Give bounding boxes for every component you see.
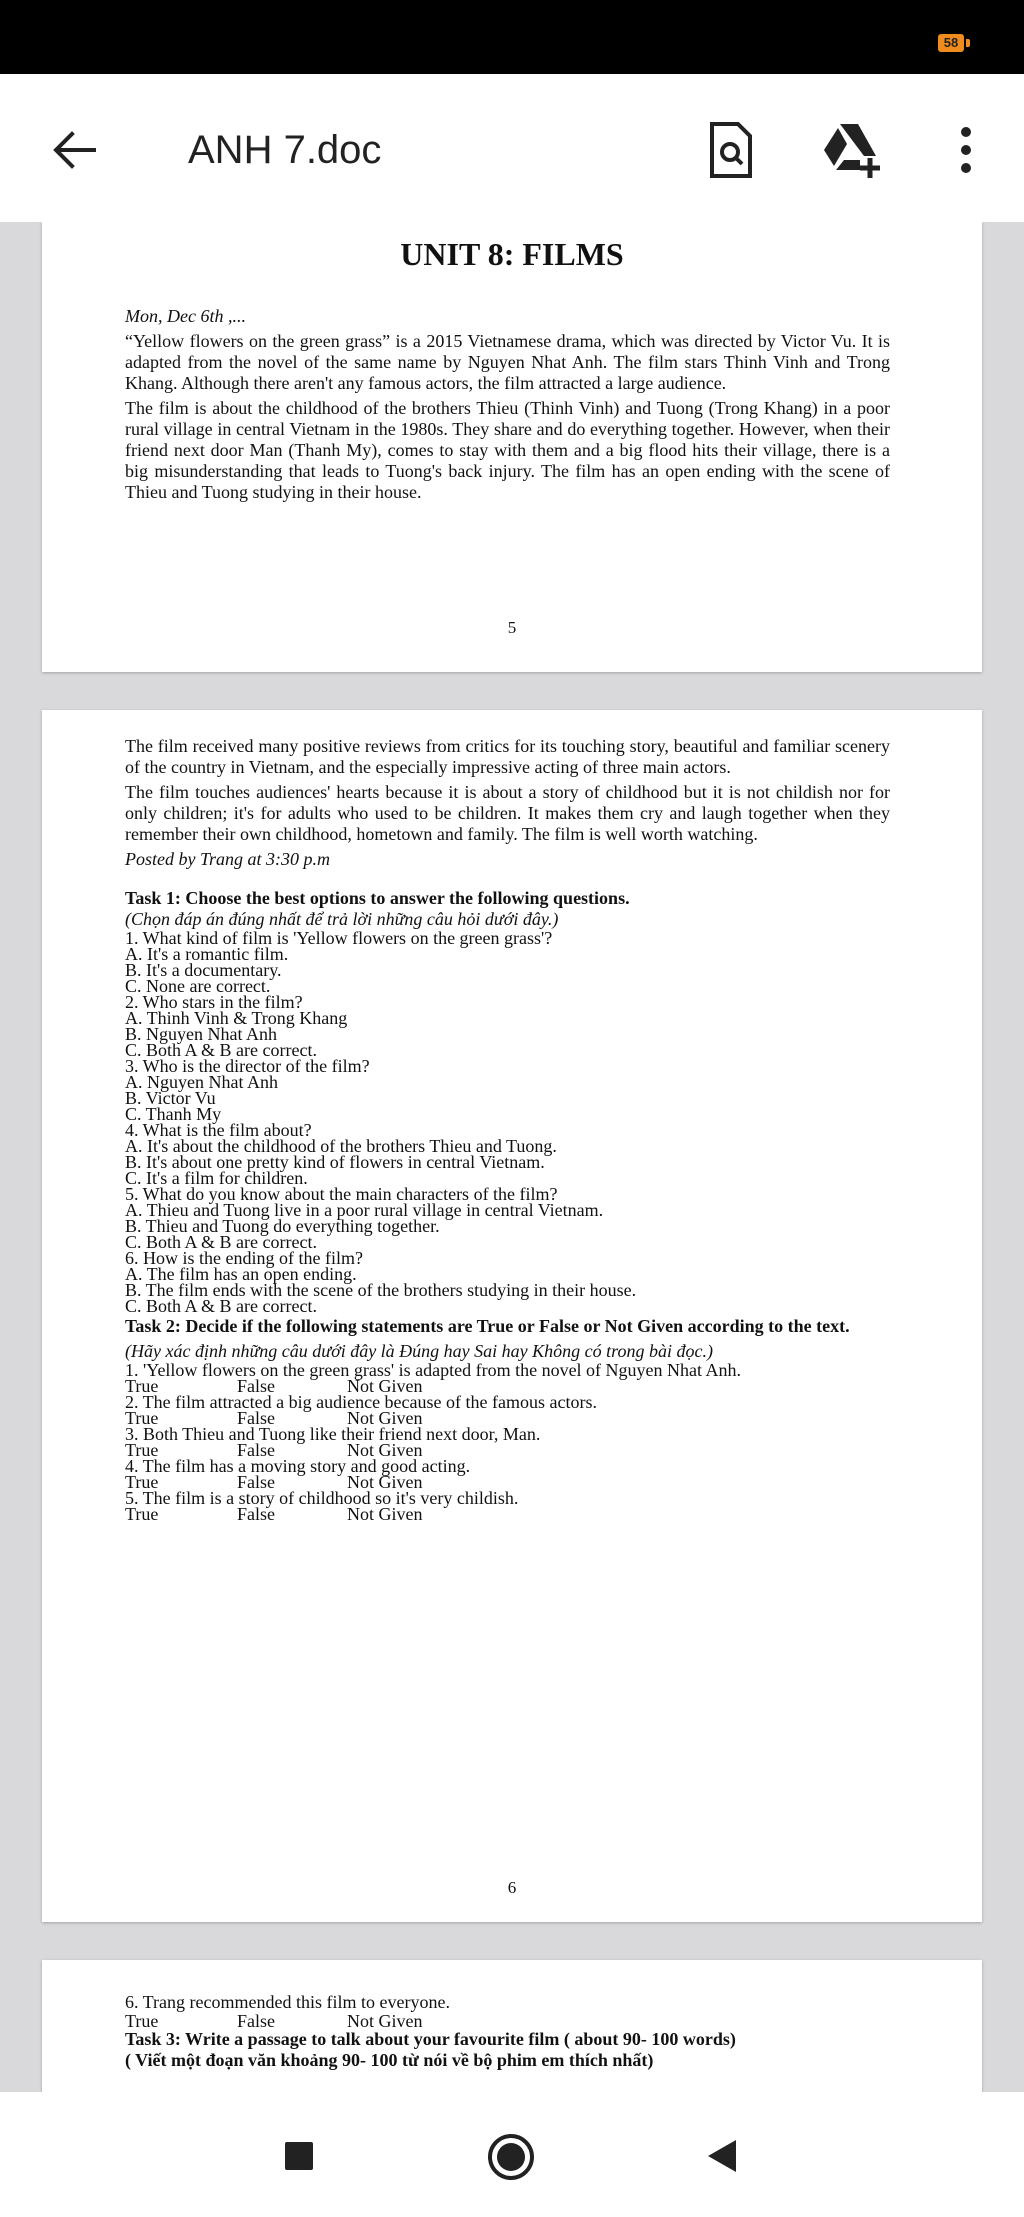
app-bar (0, 74, 1024, 222)
battery-level: 58 (943, 35, 959, 50)
option-not-given: Not Given (347, 1472, 423, 1492)
task2-subtitle: (Hãy xác định những câu dưới đây là Đúng hay Sai hay Không có trong bài đọc.) (125, 1341, 713, 1361)
task1-subtitle: (Chọn đáp án đúng nhất để trả lời những câu hỏi dưới đây.) (125, 909, 559, 929)
task2-statement: 1. 'Yellow flowers on the green grass' is adapted from the novel of Nguyen Nhat Anh. (125, 1360, 742, 1380)
task2-statement: 4. The film has a moving story and good acting. (125, 1456, 471, 1476)
option-false: False (237, 2011, 275, 2031)
task1-line: A. The film has an open ending. (125, 1264, 357, 1284)
tf-options (125, 2013, 890, 2029)
document-page-7 (42, 1960, 982, 2092)
task1-line: C. Both A & B are correct. (125, 1040, 317, 1060)
task1-line: 4. What is the film about? (125, 1120, 312, 1140)
task1-line: A. Thinh Vinh & Trong Khang (125, 1008, 348, 1028)
document-page-6 (42, 710, 982, 1922)
system-nav-bar (0, 2092, 1024, 2217)
document-viewer[interactable] (0, 222, 1024, 2092)
task1-line: 5. What do you know about the main characters of the film? (125, 1184, 558, 1204)
task2-statements (125, 1362, 890, 1522)
task1-line: C. None are correct. (125, 976, 271, 996)
task1-line: B. It's about one pretty kind of flowers in central Vietnam. (125, 1152, 545, 1172)
option-not-given: Not Given (347, 1504, 423, 1524)
option-false: False (237, 1440, 275, 1460)
task2-statement-6: 6. Trang recommended this film to everyone. (125, 1992, 450, 2012)
option-false: False (237, 1504, 275, 1524)
option-true: True (125, 1376, 159, 1396)
task1-title: Task 1: Choose the best options to answer the following questions. (125, 888, 630, 908)
back-triangle-icon[interactable] (706, 2138, 738, 2174)
task1-line: B. Victor Vu (125, 1088, 216, 1108)
reading-paragraph-1: “Yellow flowers on the green grass” is a 2015 Vietnamese drama, which was directed by Victor Vu. It is adapted from the novel of the same name by Nguyen Nhat Anh. The film stars Thinh Vinh and Trong Khang. Although there aren't any famous actors, the film attracted a large audience. (125, 331, 890, 393)
document-page-5 (42, 222, 982, 672)
option-true: True (125, 1408, 159, 1428)
task1-line: B. Nguyen Nhat Anh (125, 1024, 277, 1044)
option-true: True (125, 1440, 159, 1460)
recents-square-icon[interactable] (283, 2140, 315, 2172)
post-date: Mon, Dec 6th ,... (125, 306, 246, 326)
option-true: True (125, 2011, 159, 2031)
reading-paragraph-3: The film received many positive reviews from critics for its touching story, beautiful and familiar scenery of the country in Vietnam, and the especially impressive acting of three main actors. (125, 736, 890, 777)
task3-subtitle: ( Viết một đoạn văn khoảng 90- 100 từ nói về bộ phim em thích nhất) (125, 2050, 654, 2070)
page-number: 5 (507, 618, 517, 637)
task1-line: 6. How is the ending of the film? (125, 1248, 363, 1268)
reading-paragraph-2: The film is about the childhood of the brothers Thieu (Thinh Vinh) and Tuong (Trong Khang) in a poor rural village in central Vietnam in the 1980s. They share and do everything together. However, when their friend next door Man (Thanh My), comes to stay with them and a big flood hits their village, there is a big misunderstanding that leads to Tuong's back injury. The film has an open ending with the scene of Thieu and Tuong studying in their house. (125, 398, 890, 502)
task1-line: A. Nguyen Nhat Anh (125, 1072, 278, 1092)
task3-title: Task 3: Write a passage to talk about your favourite film ( about 90- 100 words) (125, 2029, 736, 2049)
option-not-given: Not Given (347, 1440, 423, 1460)
home-circle-icon[interactable] (486, 2132, 536, 2182)
unit-title: UNIT 8: FILMS (400, 236, 624, 272)
option-not-given: Not Given (347, 2011, 423, 2031)
task1-line: C. Both A & B are correct. (125, 1296, 317, 1316)
task1-line: A. It's a romantic film. (125, 944, 289, 964)
more-vert-icon[interactable] (948, 120, 984, 180)
task1-line: B. The film ends with the scene of the brothers studying in their house. (125, 1280, 637, 1300)
option-false: False (237, 1472, 275, 1492)
task1-line: 3. Who is the director of the film? (125, 1056, 370, 1076)
add-to-drive-icon[interactable] (820, 118, 882, 180)
task1-line: B. It's a documentary. (125, 960, 282, 980)
task1-line: A. It's about the childhood of the brothers Thieu and Tuong. (125, 1136, 557, 1156)
option-true: True (125, 1472, 159, 1492)
page-number: 6 (507, 1878, 517, 1897)
task1-line: 2. Who stars in the film? (125, 992, 303, 1012)
task1-questions (125, 930, 890, 1314)
task2-statement: 3. Both Thieu and Tuong like their friend next door, Man. (125, 1424, 541, 1444)
task2-title: Task 2: Decide if the following statements are True or False or Not Given according to the text. (125, 1316, 850, 1336)
battery-icon (938, 34, 964, 52)
find-in-doc-icon[interactable] (706, 120, 754, 180)
task1-line: C. Thanh My (125, 1104, 222, 1124)
task1-line: C. It's a film for children. (125, 1168, 308, 1188)
back-arrow-icon[interactable] (46, 122, 102, 178)
option-false: False (237, 1376, 275, 1396)
option-false: False (237, 1408, 275, 1428)
reading-paragraph-4: The film touches audiences' hearts because it is about a story of childhood but it is not childish nor for only children; it's for adults who used to be children. It makes them cry and laugh together when they remember their own childhood, hometown and family. The film is well worth watching. (125, 782, 890, 844)
task2-statement: 2. The film attracted a big audience because of the famous actors. (125, 1392, 597, 1412)
status-bar (0, 0, 1024, 74)
task1-line: C. Both A & B are correct. (125, 1232, 317, 1252)
option-true: True (125, 1504, 159, 1524)
task1-line: 1. What kind of film is 'Yellow flowers on the green grass'? (125, 928, 553, 948)
task1-line: A. Thieu and Tuong live in a poor rural village in central Vietnam. (125, 1200, 604, 1220)
task1-line: B. Thieu and Tuong do everything together. (125, 1216, 440, 1236)
posted-by: Posted by Trang at 3:30 p.m (125, 849, 330, 869)
document-title: ANH 7.doc (188, 128, 382, 172)
tf-options (125, 1506, 890, 1522)
option-not-given: Not Given (347, 1376, 423, 1396)
option-not-given: Not Given (347, 1408, 423, 1428)
task2-statement: 5. The film is a story of childhood so it's very childish. (125, 1488, 519, 1508)
